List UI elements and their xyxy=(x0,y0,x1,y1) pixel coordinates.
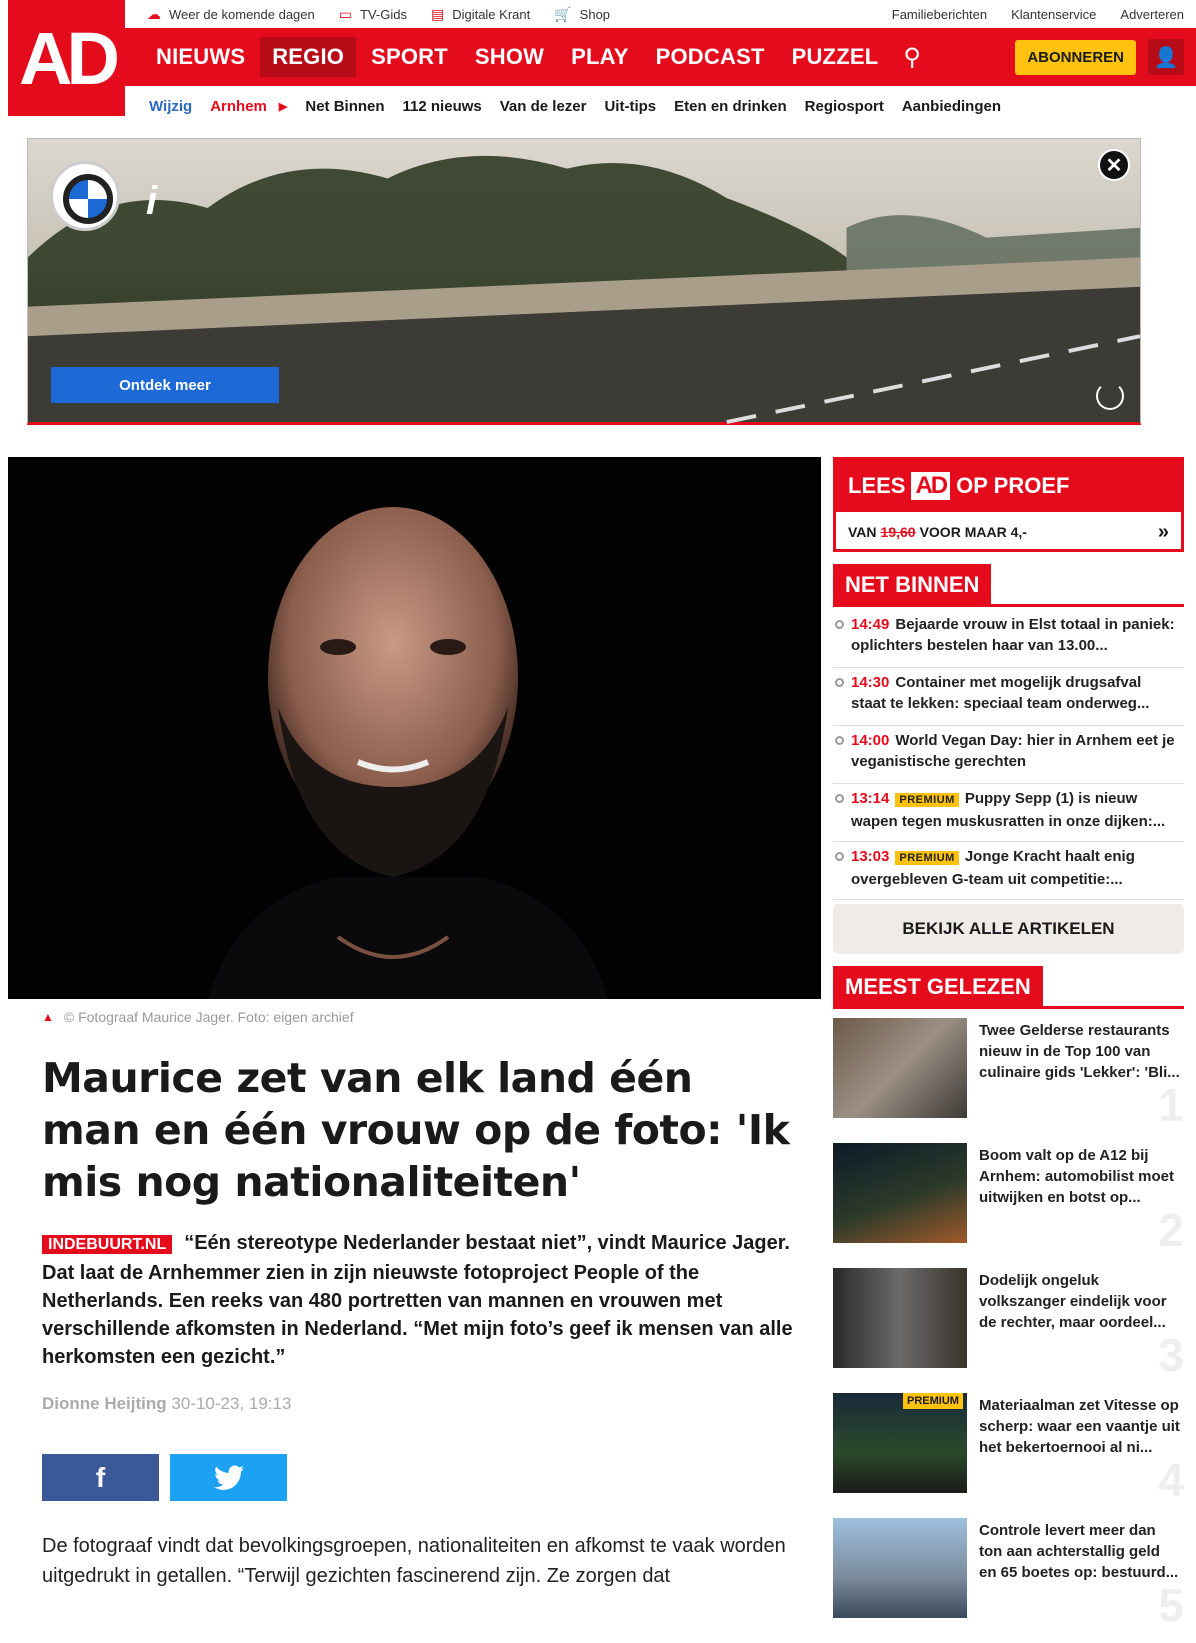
subnav-net-binnen[interactable]: Net Binnen xyxy=(305,97,385,115)
list-item[interactable]: Twee Gelderse restaurants nieuw in de Top 100 van culinaire gids 'Lekker': 'Bli... 1 xyxy=(833,1018,1184,1143)
list-item[interactable]: 14:30 Container met mogelijk drugsafval staat te lekken: speciaal team onderweg... xyxy=(833,668,1184,726)
digitale-krant-link[interactable]: ▤ Digitale Krant xyxy=(430,5,531,22)
article-intro xyxy=(42,1229,802,1371)
ad-logo[interactable]: AD xyxy=(8,0,125,116)
section-divider xyxy=(833,604,1184,607)
premium-badge: PREMIUM xyxy=(895,851,958,865)
rank-number: 5 xyxy=(1158,1579,1184,1631)
change-region-link[interactable]: Wijzig xyxy=(149,97,193,115)
nav-nieuws[interactable]: NIEUWS xyxy=(156,44,246,69)
facebook-icon: f xyxy=(95,1461,106,1493)
subnav-van-de-lezer[interactable]: Van de lezer xyxy=(499,97,587,115)
promo-header: LEES AD OP PROEF xyxy=(836,460,1181,512)
facebook-share-button[interactable] xyxy=(42,1454,159,1501)
nav-sport[interactable]: SPORT xyxy=(371,44,448,69)
ad-banner[interactable] xyxy=(27,138,1141,425)
rank-number: 2 xyxy=(1158,1204,1184,1256)
adverteren-link[interactable]: Adverteren xyxy=(1120,6,1184,22)
klantenservice-link[interactable]: Klantenservice xyxy=(1011,6,1097,22)
main-nav xyxy=(125,28,1196,86)
net-binnen-heading: NET BINNEN xyxy=(833,564,991,606)
tv-icon: ▭ xyxy=(338,5,352,22)
intro-text: “Eén stereotype Nederlander bestaat niet”, vindt Maurice Jager. Dat laat de Arnhemmer zien in zijn nieuwste fotoproject People of the Netherlands. Een reeks van 480 portretten van mannen en vrouwen met verschillende afkomsten in Nederland. “Met mijn foto’s geef ik mensen van alle herkomsten een gezicht.” xyxy=(42,1232,793,1368)
triangle-up-icon: ▲ xyxy=(42,1010,54,1024)
nav-puzzel[interactable]: PUZZEL xyxy=(791,44,879,69)
publish-date: 30-10-23, 19:13 xyxy=(171,1394,292,1413)
list-item[interactable]: PREMIUM Materiaalman zet Vitesse op scherp: waar een vaantje uit het bekertoernooi al ni... 4 xyxy=(833,1393,1184,1518)
shop-link[interactable]: 🛒 Shop xyxy=(554,5,611,22)
byline xyxy=(42,1394,291,1414)
nav-show[interactable]: SHOW xyxy=(474,44,545,69)
region-label: Arnhem ▶ xyxy=(210,97,288,115)
rank-number: 3 xyxy=(1158,1329,1184,1381)
rank-number: 4 xyxy=(1158,1454,1184,1506)
net-binnen-list xyxy=(833,610,1184,900)
triangle-right-icon: ▶ xyxy=(278,100,288,113)
list-item[interactable]: Boom valt op de A12 bij Arnhem: automobilist moet uitwijken en botst op... 2 xyxy=(833,1143,1184,1268)
article-thumbnail xyxy=(833,1518,967,1618)
premium-badge: PREMIUM xyxy=(903,1393,963,1409)
twitter-icon xyxy=(214,1465,244,1491)
article-thumbnail xyxy=(833,1143,967,1243)
replay-icon[interactable] xyxy=(1096,382,1124,410)
sub-nav xyxy=(125,86,1196,126)
nav-play[interactable]: PLAY xyxy=(571,44,629,69)
portrait-illustration xyxy=(8,457,821,999)
new-price: VOOR MAAR 4,- xyxy=(919,524,1027,540)
cart-icon: 🛒 xyxy=(554,5,572,22)
close-icon[interactable]: ✕ xyxy=(1098,149,1130,181)
subnav-aanbiedingen[interactable]: Aanbiedingen xyxy=(901,97,1002,115)
subnav-112-nieuws[interactable]: 112 nieuws xyxy=(402,97,482,115)
bullet-icon xyxy=(835,620,844,629)
image-caption: ▲ © Fotograaf Maurice Jager. Foto: eigen archief xyxy=(42,1009,354,1025)
list-item[interactable]: 14:49 Bejaarde vrouw in Elst totaal in paniek: oplichters bestelen haar van 13.00... xyxy=(833,610,1184,668)
meest-gelezen-heading: MEEST GELEZEN xyxy=(833,966,1043,1008)
list-item[interactable]: Controle levert meer dan ton aan achterstallig geld en 65 boetes op: bestuurd... 5 xyxy=(833,1518,1184,1643)
rank-number: 1 xyxy=(1158,1079,1184,1131)
subscribe-button[interactable]: ABONNEREN xyxy=(1015,40,1136,75)
bullet-icon xyxy=(835,852,844,861)
article-body: De fotograaf vindt dat bevolkingsgroepen, nationaliteiten en afkomst te vaak worden uitgedrukt in getallen. “Terwijl gezichten fascinerend zijn. Ze zorgen dat xyxy=(42,1535,786,1587)
all-articles-button[interactable]: BEKIJK ALLE ARTIKELEN xyxy=(833,904,1184,954)
subnav-regiosport[interactable]: Regiosport xyxy=(804,97,884,115)
nav-podcast[interactable]: PODCAST xyxy=(655,44,765,69)
newspaper-icon: ▤ xyxy=(430,5,445,22)
user-icon[interactable]: 👤 xyxy=(1148,39,1184,75)
ad-cta-button[interactable]: Ontdek meer xyxy=(51,367,279,403)
subnav-eten-en-drinken[interactable]: Eten en drinken xyxy=(674,97,787,115)
article-headline: Maurice zet van elk land één man en één vrouw op de foto: 'Ik mis nog nationaliteiten' xyxy=(42,1054,790,1206)
weather-link[interactable]: ☁ Weer de komende dagen xyxy=(147,5,315,22)
nav-regio[interactable]: REGIO xyxy=(260,37,356,77)
familieberichten-link[interactable]: Familieberichten xyxy=(891,6,988,22)
article-thumbnail xyxy=(833,1018,967,1118)
premium-badge: PREMIUM xyxy=(895,793,958,807)
bmw-logo xyxy=(50,161,120,231)
bmw-i-logo: i xyxy=(146,179,158,223)
utility-bar xyxy=(125,0,1196,28)
ad-mini-logo: AD xyxy=(911,472,950,500)
bullet-icon xyxy=(835,678,844,687)
twitter-share-button[interactable] xyxy=(170,1454,287,1501)
promo-price: VAN 19,60 VOOR MAAR 4,- » xyxy=(848,520,1169,543)
list-item[interactable]: 13:14 PREMIUM Puppy Sepp (1) is nieuw wapen tegen muskusratten in onze dijken:... xyxy=(833,784,1184,842)
list-item[interactable]: 13:03 PREMIUM Jonge Kracht haalt enig overgebleven G-team uit competitie:... xyxy=(833,842,1184,900)
meest-gelezen-list xyxy=(833,1018,1184,1643)
section-divider xyxy=(833,1006,1184,1009)
article-hero-image xyxy=(8,457,821,999)
author-name[interactable]: Dionne Heijting xyxy=(42,1394,167,1413)
old-price: 19,60 xyxy=(880,524,916,540)
article-thumbnail xyxy=(833,1268,967,1368)
search-icon[interactable]: ⚲ xyxy=(903,43,921,71)
list-item[interactable]: Dodelijk ongeluk volkszanger eindelijk voor de rechter, maar oordeel... 3 xyxy=(833,1268,1184,1393)
weather-icon: ☁ xyxy=(147,5,161,22)
source-badge[interactable]: INDEBUURT.NL xyxy=(42,1235,172,1254)
tv-gids-link[interactable]: ▭ TV-Gids xyxy=(338,5,407,22)
subnav-uit-tips[interactable]: Uit-tips xyxy=(604,97,657,115)
double-chevron-right-icon[interactable]: » xyxy=(1157,520,1169,543)
bullet-icon xyxy=(835,736,844,745)
subscription-promo[interactable] xyxy=(833,457,1184,552)
bullet-icon xyxy=(835,794,844,803)
list-item[interactable]: 14:00 World Vegan Day: hier in Arnhem eet je veganistische gerechten xyxy=(833,726,1184,784)
